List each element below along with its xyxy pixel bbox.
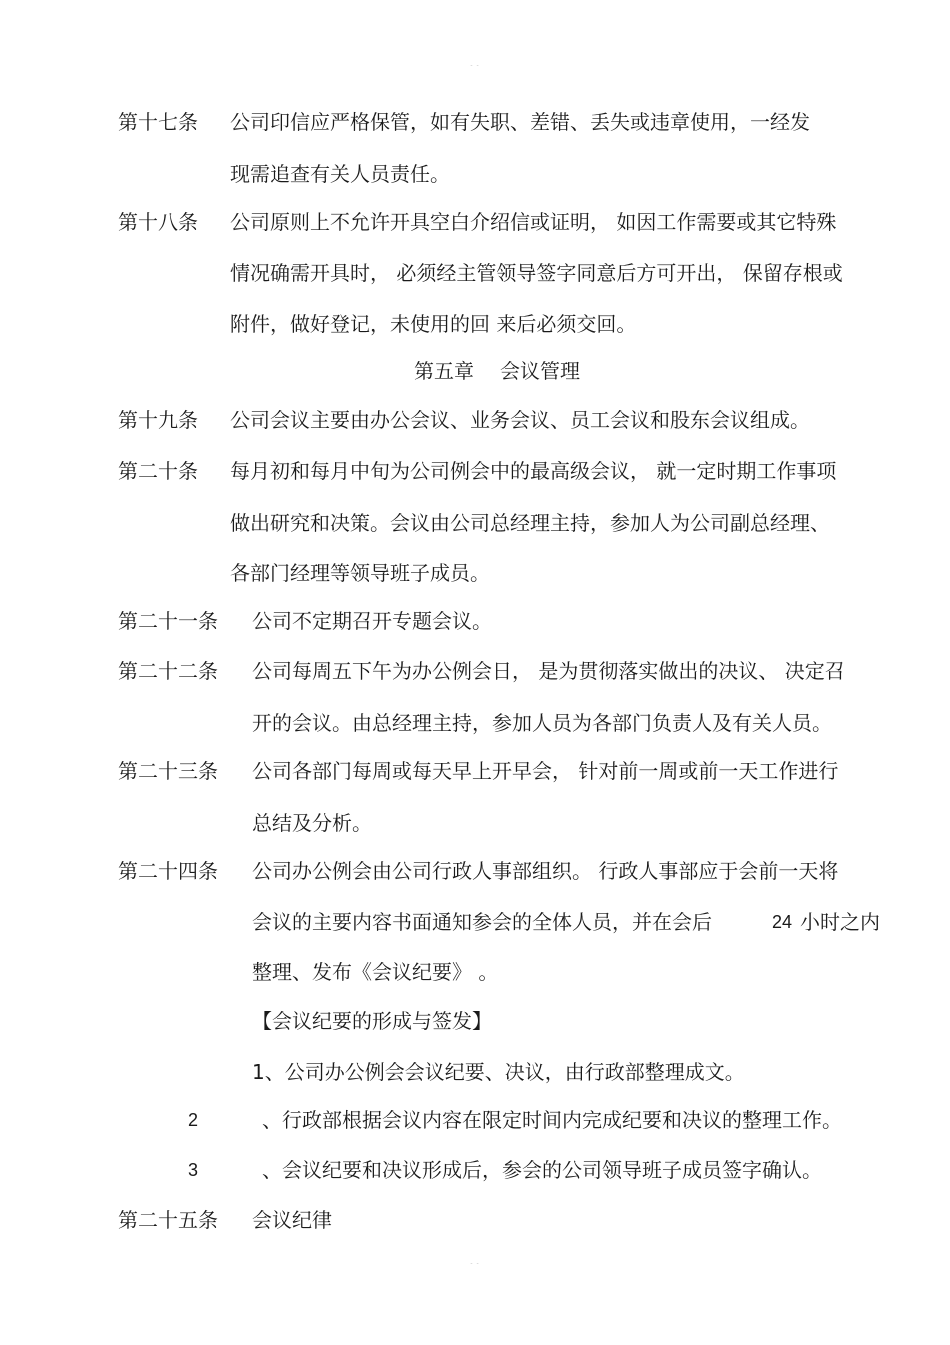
- chapter-heading: [414, 359, 580, 383]
- article-label: 第二十三条: [118, 759, 218, 783]
- article-text-line: 公司会议主要由办公会议、业务会议、员工会议和股东会议组成。: [230, 408, 810, 432]
- chapter-number: 第五章: [414, 359, 474, 383]
- article-text-line: 公司办公例会由公司行政人事部组织。 行政人事部应于会前一天将: [252, 859, 839, 883]
- article-text-line: 公司各部门每周或每天早上开早会， 针对前一周或前一天工作进行: [252, 759, 839, 783]
- article-text-line: 会议的主要内容书面通知参会的全体人员，并在会后: [252, 910, 712, 934]
- article-text-line: 开的会议。由总经理主持，参加人员为各部门负责人及有关人员。: [252, 711, 832, 735]
- article-text-line: 小时之内: [800, 910, 880, 934]
- article-text-line: 做出研究和决策。会议由公司总经理主持，参加人为公司副总经理、: [230, 511, 830, 535]
- article-text-line: 现需追查有关人员责任。: [230, 162, 450, 186]
- page-bottom-marker: - -: [470, 1260, 480, 1267]
- page-top-marker: - -: [470, 62, 480, 69]
- list-item: 1、公司办公例会会议纪要、决议，由行政部整理成文。: [252, 1060, 745, 1084]
- article-text-line: 情况确需开具时， 必须经主管领导签字同意后方可开出， 保留存根或: [230, 261, 843, 285]
- inline-number: 24: [772, 912, 793, 932]
- article-text-line: 总结及分析。: [252, 811, 372, 835]
- article-label: 第二十五条: [118, 1208, 218, 1232]
- chapter-title: 会议管理: [500, 359, 580, 383]
- article-text-line: 会议纪律: [252, 1208, 332, 1232]
- article-text-line: 每月初和每月中旬为公司例会中的最高级会议， 就一定时期工作事项: [230, 459, 837, 483]
- article-label: 第二十二条: [118, 659, 218, 683]
- article-label: 第二十一条: [118, 609, 218, 633]
- article-label: 第二十条: [118, 459, 198, 483]
- article-text-line: 各部门经理等领导班子成员。: [230, 561, 490, 585]
- section-title: 【会议纪要的形成与签发】: [252, 1009, 492, 1033]
- article-text-line: 公司每周五下午为办公例会日， 是为贯彻落实做出的决议、 决定召: [252, 659, 845, 683]
- article-text-line: 公司印信应严格保管，如有失职、差错、丢失或违章使用，一经发: [230, 110, 810, 134]
- article-label: 第十八条: [118, 210, 198, 234]
- article-text-line: 附件，做好登记，未使用的回 来后必须交回。: [230, 312, 637, 336]
- list-item-number: 2: [188, 1110, 199, 1130]
- article-text-line: 公司原则上不允许开具空白介绍信或证明， 如因工作需要或其它特殊: [230, 210, 837, 234]
- list-item-number: 3: [188, 1160, 199, 1180]
- article-label: 第十七条: [118, 110, 198, 134]
- list-item: 、会议纪要和决议形成后，参会的公司领导班子成员签字确认。: [262, 1158, 822, 1182]
- list-item: 、行政部根据会议内容在限定时间内完成纪要和决议的整理工作。: [262, 1108, 842, 1132]
- article-label: 第十九条: [118, 408, 198, 432]
- article-text-line: 公司不定期召开专题会议。: [252, 609, 492, 633]
- article-text-line: 整理、发布《会议纪要》 。: [252, 960, 499, 984]
- article-label: 第二十四条: [118, 859, 218, 883]
